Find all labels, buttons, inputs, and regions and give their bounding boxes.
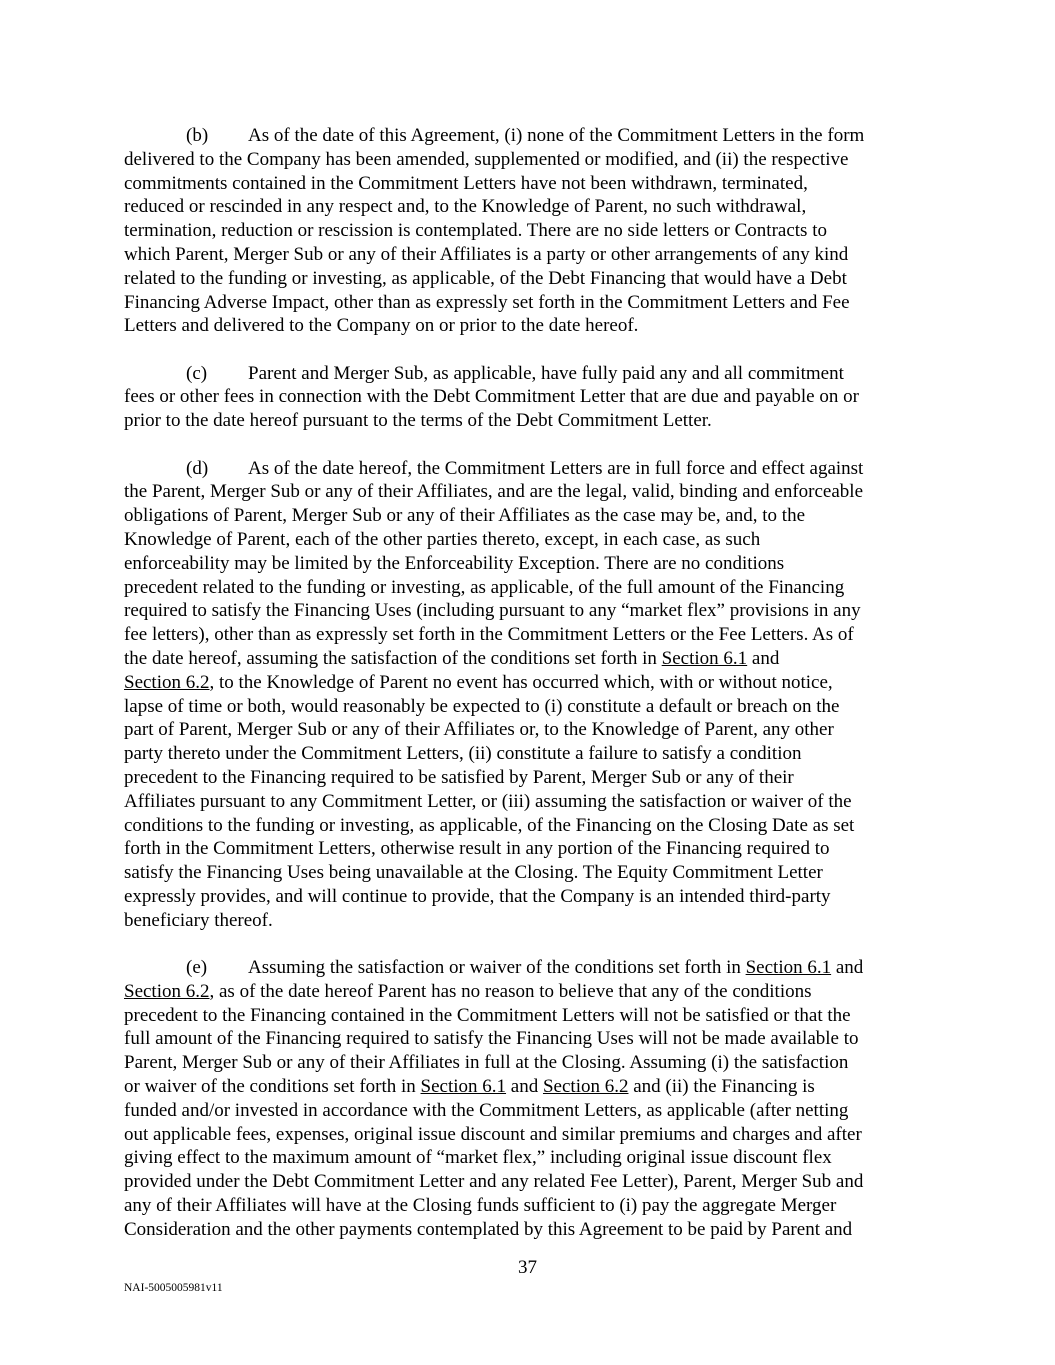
text-line: part of Parent, Merger Sub or any of their Affiliates or, to the Knowledge of Parent, any other: [124, 719, 834, 741]
text-line: termination, reduction or rescission is contemplated. There are no side letters or Contracts to: [124, 220, 827, 242]
section-reference: Section 6.2: [542, 1075, 629, 1097]
paragraph-d: [124, 457, 932, 933]
text-line: precedent related to the funding or investing, as applicable, of the full amount of the Financing: [124, 576, 845, 598]
text-line: obligations of Parent, Merger Sub or any of their Affiliates as the case may be, and, to the: [124, 505, 806, 527]
text-line: any of their Affiliates will have at the Closing funds sufficient to (i) pay the aggregate Merger: [124, 1194, 837, 1216]
text-line: conditions to the funding or investing, as applicable, of the Financing on the Closing Date as set: [124, 814, 855, 836]
text-line: Parent, Merger Sub or any of their Affiliates in full at the Closing. Assuming (i) the satisfaction: [124, 1052, 849, 1074]
text-line: the Parent, Merger Sub or any of their Affiliates, and are the legal, valid, binding and enforceable: [124, 481, 863, 503]
section-reference: Section 6.2: [124, 671, 210, 693]
section-reference: Section 6.2: [124, 980, 210, 1002]
text-line: delivered to the Company has been amended, supplemented or modified, and (ii) the respective: [124, 148, 849, 170]
text-line: precedent to the Financing contained in the Commitment Letters will not be satisfied or that the: [124, 1004, 851, 1026]
page-number: 37: [518, 1257, 537, 1278]
text-line: Financing Adverse Impact, other than as expressly set forth in the Commitment Letters and Fee: [124, 291, 850, 313]
paragraph-label: (b): [186, 125, 209, 146]
paragraph-c: [124, 362, 932, 433]
text-line: out applicable fees, expenses, original issue discount and similar premiums and charges and after: [124, 1123, 862, 1145]
text-line: beneficiary thereof.: [124, 909, 273, 931]
text-line: full amount of the Financing required to satisfy the Financing Uses will not be made available to: [124, 1028, 859, 1050]
text-line: or waiver of the conditions set forth in Section 6.1 and Section 6.2 and (ii) the Financing is: [124, 1075, 815, 1097]
text-line: satisfy the Financing Uses being unavailable at the Closing. The Equity Commitment Letter: [124, 862, 823, 884]
text-line: fee letters), other than as expressly set forth in the Commitment Letters or the Fee Letters. As of: [124, 624, 854, 646]
text-line: the date hereof, assuming the satisfaction of the conditions set forth in Section 6.1 and: [124, 647, 780, 669]
text-line: As of the date hereof, the Commitment Letters are in full force and effect against: [248, 457, 864, 479]
text-line: Knowledge of Parent, each of the other parties thereto, except, in each case, as such: [124, 528, 761, 550]
text-line: As of the date of this Agreement, (i) none of the Commitment Letters in the form: [248, 125, 865, 146]
paragraph-label: (c): [186, 362, 208, 384]
section-reference: Section 6.1: [420, 1075, 507, 1097]
text-line: lapse of time or both, would reasonably be expected to (i) constitute a default or breach on the: [124, 695, 840, 717]
text-line: Affiliates pursuant to any Commitment Letter, or (iii) assuming the satisfaction or waiver of the: [124, 790, 852, 812]
text-line: provided under the Debt Commitment Letter and any related Fee Letter), Parent, Merger Sub and: [124, 1171, 864, 1193]
section-reference: Section 6.1: [745, 957, 832, 978]
text-line: expressly provides, and will continue to provide, that the Company is an intended third-party: [124, 885, 831, 907]
paragraph-e: (e) Assuming the satisfaction or waiver of the conditions set forth in Section 6.1 and Section 6.2, as of the date hereof Parent has no reason to believe that any of the conditions precedent to the Financing contained in the Commitment Letters will not be satisfied or that the full amount of the Financing required to satisfy the Financing Uses will not be made available to Parent, Merger Sub or any of their Affiliates in full at the Closing. Assuming (i) the satisfaction or waiver of the conditions set forth in Section 6.1 and Section 6.2 and (ii) the Financing is funded and/or invested in accordance with the Commitment Letters, as applicable (after netting out applicable fees, expenses, original issue discount and similar premiums and charges and after giving effect to the maximum amount of “market flex,” including original issue discount flex provided under the Debt Commitment Letter and any related Fee Letter), Parent, Merger Sub and any of their Affiliates will have at the Closing funds sufficient to (i) pay the aggregate Merger Consideration and the other payments contemplated by this Agreement to be paid by Parent and: [124, 956, 932, 1242]
text-line: Section 6.2, to the Knowledge of Parent no event has occurred which, with or without notice,: [124, 671, 833, 693]
text-line: party thereto under the Commitment Letters, (ii) constitute a failure to satisfy a condition: [124, 743, 802, 765]
text-line: precedent to the Financing required to be satisfied by Parent, Merger Sub or any of their: [124, 766, 794, 788]
text-line: giving effect to the maximum amount of “market flex,” including original issue discount flex: [124, 1147, 832, 1169]
text-line: Section 6.2, as of the date hereof Parent has no reason to believe that any of the conditions: [124, 980, 812, 1002]
text-line: prior to the date hereof pursuant to the terms of the Debt Commitment Letter.: [124, 410, 712, 432]
section-reference: Section 6.1: [661, 647, 748, 669]
text-line: which Parent, Merger Sub or any of their Affiliates is a party or other arrangements of any kind: [124, 243, 849, 265]
text-line: Consideration and the other payments contemplated by this Agreement to be paid by Parent and: [124, 1218, 853, 1240]
text-line: related to the funding or investing, as applicable, of the Debt Financing that would have a Debt: [124, 267, 847, 289]
text-line: reduced or rescinded in any respect and, to the Knowledge of Parent, no such withdrawal,: [124, 196, 807, 218]
text-line: Parent and Merger Sub, as applicable, have fully paid any and all commitment: [248, 362, 844, 384]
text-line: enforceability may be limited by the Enforceability Exception. There are no conditions: [124, 552, 785, 574]
text-line: funded and/or invested in accordance with the Commitment Letters, as applicable (after netting: [124, 1099, 849, 1121]
document-id: NAI-5005005981v11: [124, 1282, 223, 1294]
paragraph-label: (d): [186, 457, 209, 479]
text-line: forth in the Commitment Letters, otherwise result in any portion of the Financing required to: [124, 838, 830, 860]
document-body: [124, 124, 932, 1265]
paragraph-label: (e): [186, 957, 208, 978]
paragraph-b: [124, 124, 932, 338]
text-line: Letters and delivered to the Company on or prior to the date hereof.: [124, 315, 639, 337]
text-line: required to satisfy the Financing Uses (including pursuant to any “market flex” provisions in any: [124, 600, 861, 622]
text-line: fees or other fees in connection with the Debt Commitment Letter that are due and payable on or: [124, 386, 859, 408]
text-line: commitments contained in the Commitment Letters have not been withdrawn, terminated,: [124, 172, 808, 194]
